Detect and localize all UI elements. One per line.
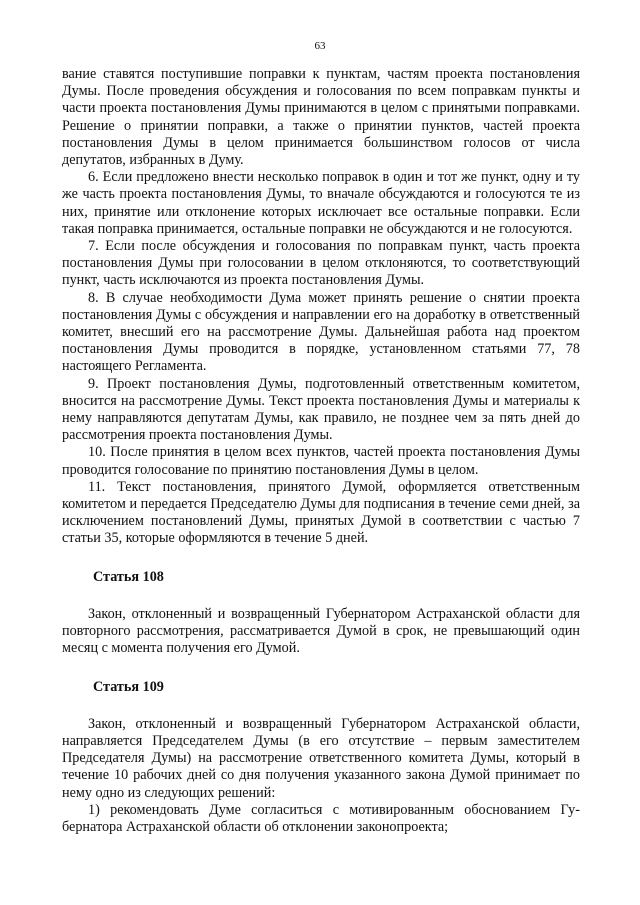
article-109-item-1: 1) рекомендовать Думе согласиться с мотивированным обоснованием Губернатора Астраханской области об отклонении законопроекта; bbox=[62, 801, 580, 835]
paragraph-continuation: вание ставятся поступившие поправки к пунктам, частям проекта постановления Думы. После проведения обсуждения и голосования по всем поправкам пункты и части проекта постановления Думы принимаются в целом с принятыми поправками. Решение о принятии поправки, а также о принятии пунктов, частей проекта постановления Думы в целом принимается большинством голосов от числа депутатов, избранных в Думу. bbox=[62, 66, 580, 169]
paragraph-item-8: 8. В случае необходимости Дума может принять решение о снятии проекта постановления Думы с обсуждения и направлении его на доработку в ответственный комитет, внесший его на рассмотрение Думы. Дальнейшая работа над проектом постановления Думы проводится в порядке, установленном статьями 77, 78 настоящего Регламента. bbox=[62, 289, 580, 375]
page-number: 63 bbox=[314, 40, 326, 52]
paragraph-item-10: 10. После принятия в целом всех пунктов, частей проекта постановления Думы проводится голосование по принятию постановления Думы в целом. bbox=[62, 444, 580, 478]
paragraph-item-7: 7. Если после обсуждения и голосования по поправкам пункт, часть проекта постановления Думы при голосовании в целом отклоняются, то соответствующий пункт, часть исключаются из проекта постановления Думы. bbox=[62, 238, 580, 289]
article-108-heading: Статья 108 bbox=[93, 568, 164, 585]
article-108-paragraph: Закон, отклоненный и возвращенный Губернатором Астраханской области для повторного рассмотрения, рассматривается Думой в срок, не превышающий один месяц с момента получения его Думой. bbox=[62, 605, 580, 657]
article-109-paragraph: Закон, отклоненный и возвращенный Губернатором Астраханской области, направляется Председателем Думы (в его отсутствие – первым заместителем Председателя Думы) на рассмотрение ответственного комитета Думы, который в течение 10 рабочих дней со дня получения указанного закона Думой принимает по нему одно из следующих решений: bbox=[62, 715, 580, 801]
paragraph-item-9: 9. Проект постановления Думы, подготовленный ответственным комитетом, вносится на рассмотрение Думы. Текст проекта постановления Думы и материалы к нему направляются депутатам Думы, как правило, не позднее чем за пять дней до рассмотрения проекта постановления Думы. bbox=[62, 375, 580, 444]
document-body bbox=[62, 66, 580, 836]
paragraph-item-11: 11. Текст постановления, принятого Думой, оформляется ответственным комитетом и передается Председателю Думы для подписания в течение семи дней, за исключением постановлений Думы, принятых Думой в соответствии с частью 7 статьи 35, которые оформляются в течение 5 дней. bbox=[62, 478, 580, 547]
paragraph-item-6: 6. Если предложено внести несколько поправок в один и тот же пункт, одну и ту же часть проекта постановления Думы, то вначале обсуждаются и голосуются те из них, принятие или отклонение которых исключает все остальные поправки. Если такая поправка принимается, остальные поправки не обсуждаются и не голосуются. bbox=[62, 169, 580, 237]
article-109-heading: Статья 109 bbox=[93, 678, 164, 695]
